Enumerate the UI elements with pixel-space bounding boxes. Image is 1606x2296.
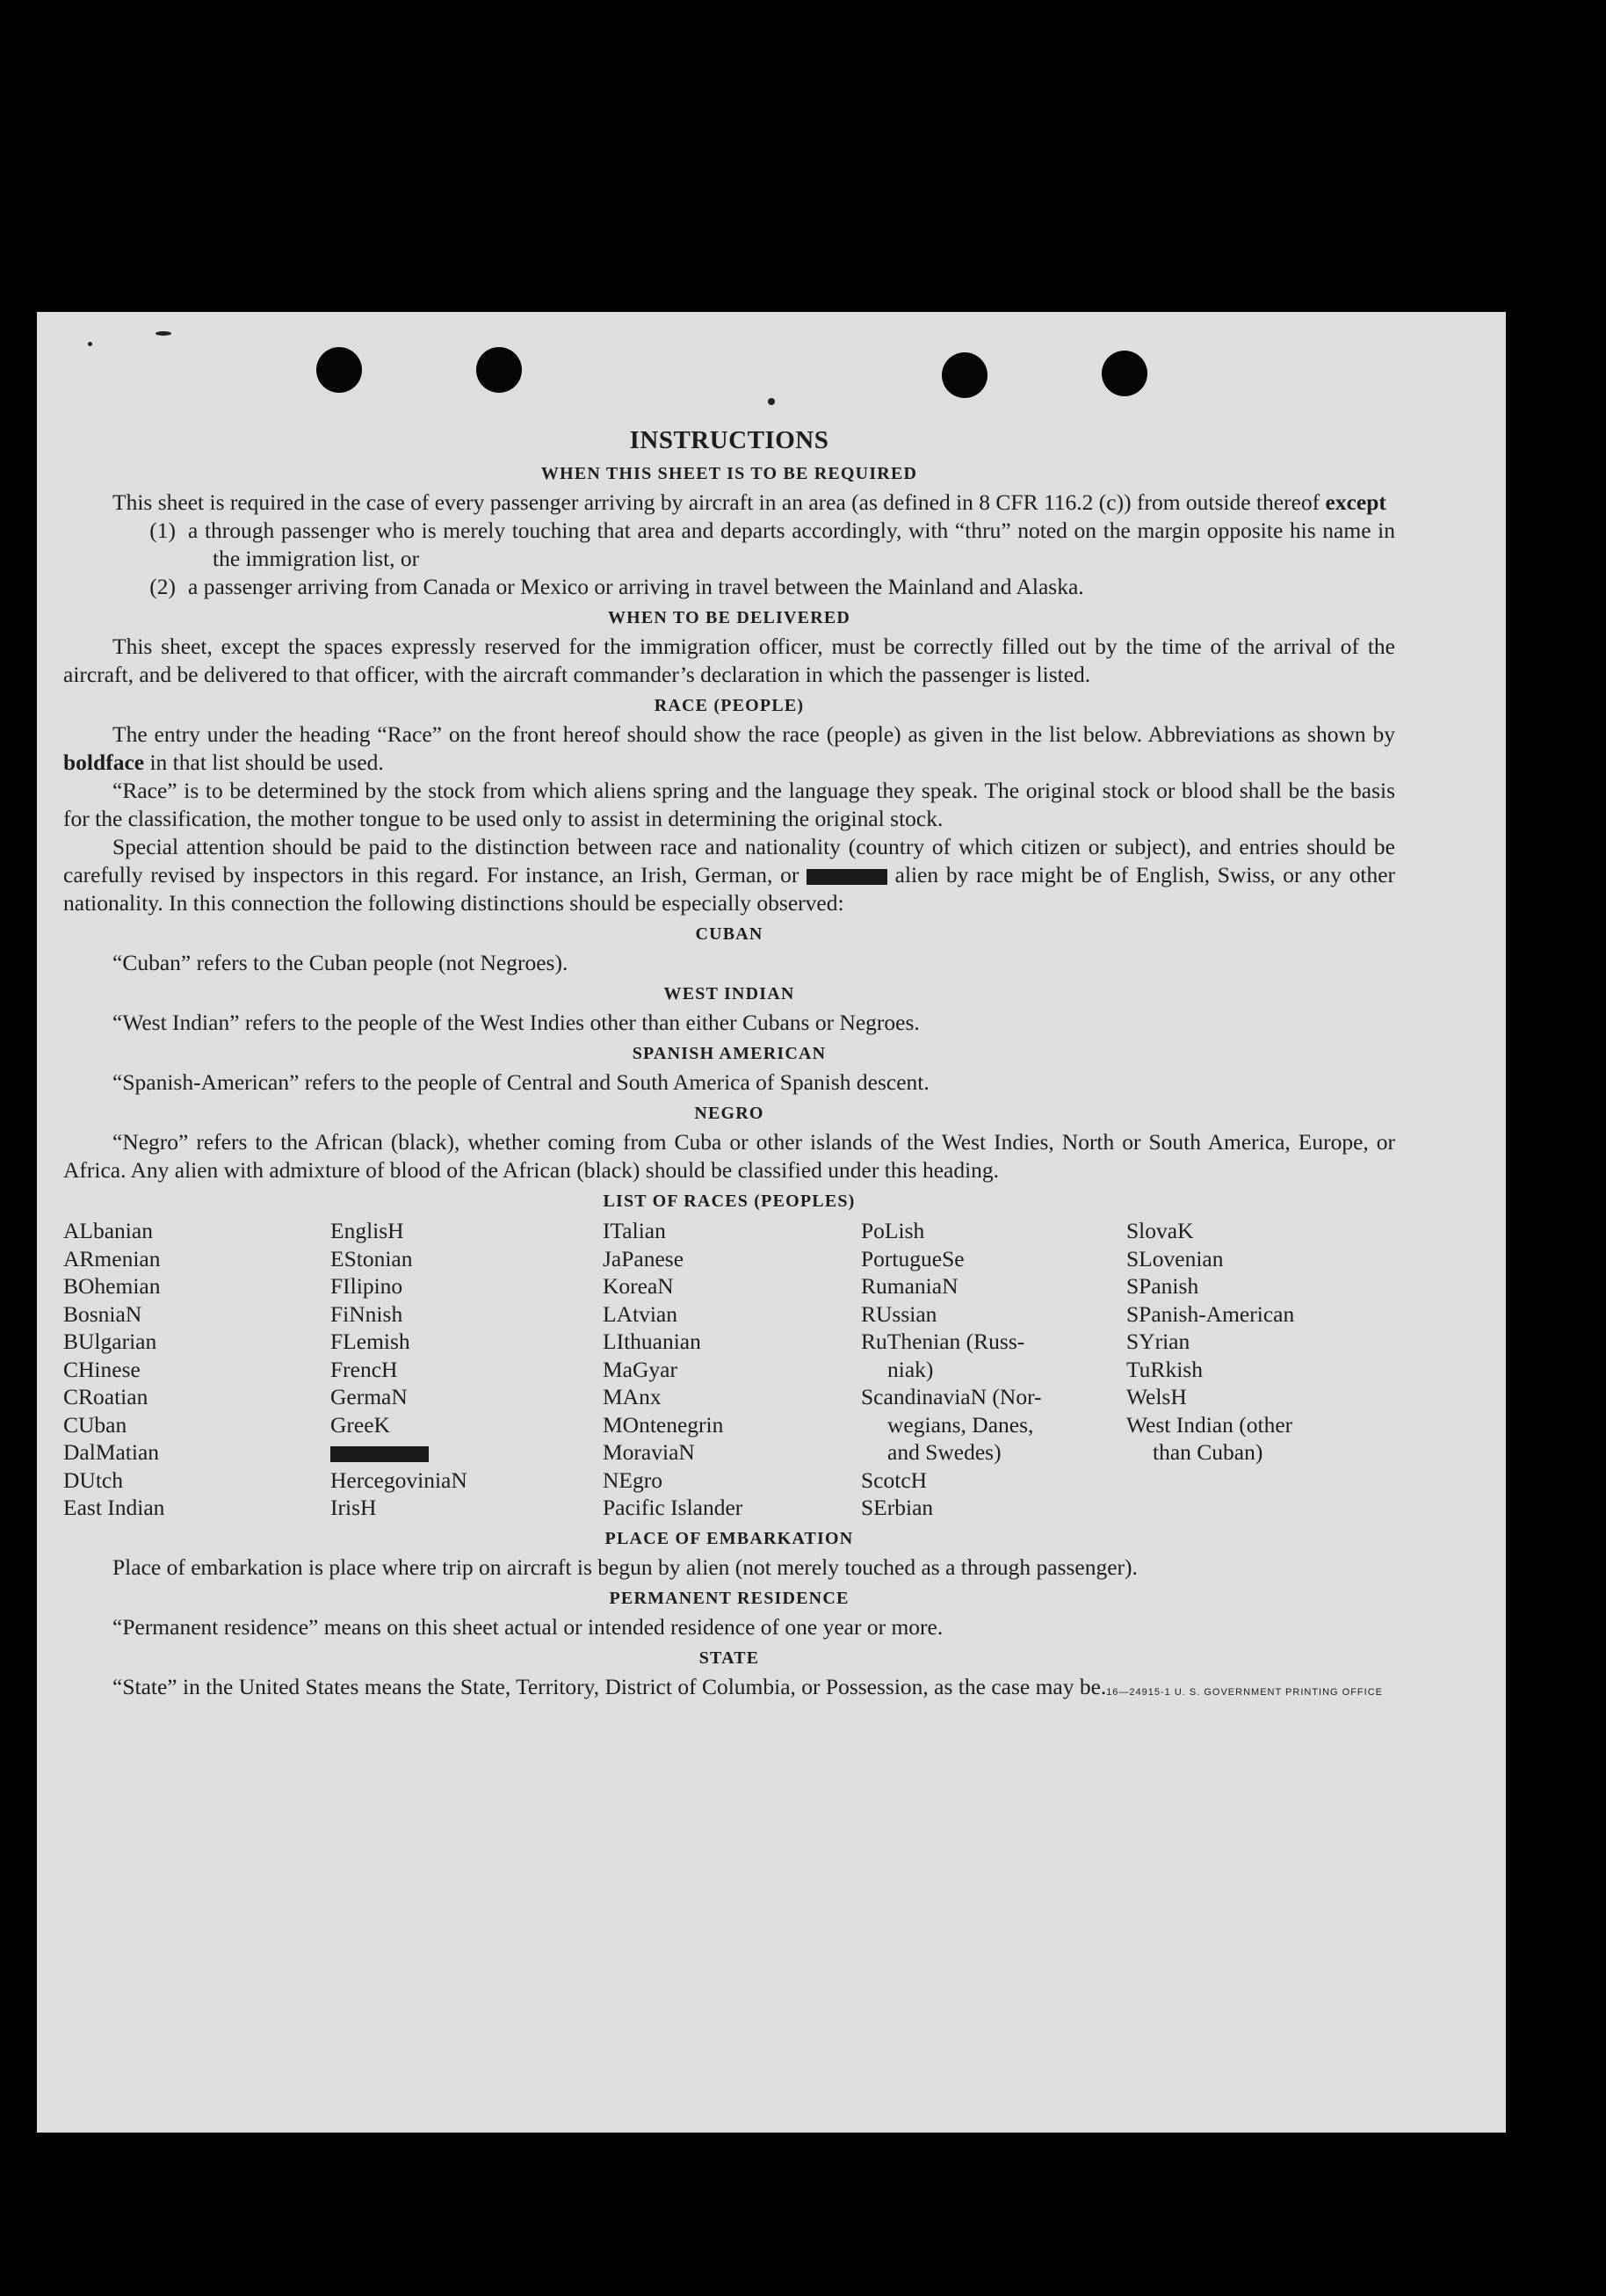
race-column — [603, 1217, 861, 1522]
race-entry: and Swedes) — [887, 1439, 1002, 1465]
race-entry: East Indian — [63, 1495, 165, 1520]
speck — [88, 342, 92, 346]
race-entry: RuThenian (Russ- — [861, 1329, 1025, 1354]
paragraph: “Cuban” refers to the Cuban people (not Negroes). — [112, 950, 568, 975]
race-entry: ScotcH — [861, 1467, 928, 1493]
race-entry: JaPanese — [603, 1245, 684, 1271]
paragraph: “Negro” refers to the African (black), whether coming from Cuba or other islands of the West Indies, North or South America, Europe, or Africa. Any alien with admixture of blood of the African (black) should be classified under this heading. — [63, 1129, 1395, 1183]
race-entry: BUlgarian — [63, 1329, 157, 1354]
section-heading: WHEN TO BE DELIVERED — [607, 608, 851, 627]
paragraph: “West Indian” refers to the people of the West Indies other than either Cubans or Negroes. — [112, 1010, 920, 1035]
race-entry: GreeK — [330, 1411, 390, 1438]
race-entry: SPanish — [1126, 1273, 1199, 1299]
punch-hole — [476, 347, 522, 393]
paragraph: This sheet, except the spaces expressly reserved for the immigration officer, must be correctly filled out by the time of the arrival of the aircraft, and be delivered to that officer, with the aircraft commander’s declaration in which the passenger is listed. — [63, 634, 1395, 687]
paragraph: “Spanish-American” refers to the people of Central and South America of Spanish descent. — [112, 1069, 930, 1095]
section-heading: WHEN THIS SHEET IS TO BE REQUIRED — [540, 464, 918, 483]
state-paragraph-row — [63, 1673, 1395, 1701]
race-entry: GermaN — [330, 1384, 408, 1409]
redaction-mark — [330, 1446, 429, 1462]
race-entry: WelsH — [1126, 1384, 1187, 1409]
race-entry: TuRkish — [1126, 1356, 1203, 1382]
punch-hole — [942, 352, 987, 398]
race-entry: ARmenian — [63, 1245, 161, 1271]
paragraph: This sheet is required in the case of every passenger arriving by aircraft in an area (as defined in 8 CFR 116.2 (c)) from outside thereof except — [112, 489, 1386, 515]
section-heading: PERMANENT RESIDENCE — [609, 1588, 850, 1608]
instructions-body — [63, 426, 1395, 1701]
race-entry: CHinese — [63, 1356, 141, 1382]
race-entry: DUtch — [63, 1467, 123, 1493]
race-entry: RumaniaN — [861, 1273, 959, 1299]
race-entry: EStonian — [330, 1245, 413, 1271]
document-sheet — [37, 312, 1506, 2133]
race-column — [63, 1217, 330, 1522]
punch-hole — [316, 347, 362, 393]
race-column — [861, 1217, 1126, 1522]
section-heading: PLACE OF EMBARKATION — [604, 1528, 854, 1548]
race-entry: CRoatian — [63, 1384, 148, 1409]
race-entry: FrencH — [330, 1356, 398, 1382]
race-entry: ALbanian — [63, 1218, 153, 1243]
print-code: 16—24915-1 U. S. GOVERNMENT PRINTING OFFICE — [1106, 1686, 1383, 1698]
race-entry: LAtvian — [603, 1300, 677, 1327]
race-entry: BosniaN — [63, 1300, 142, 1327]
race-entry-redacted — [330, 1438, 603, 1467]
race-entry: FIlipino — [330, 1273, 403, 1299]
page-title: INSTRUCTIONS — [629, 426, 829, 454]
section-heading: NEGRO — [694, 1104, 764, 1123]
race-entry: RUssian — [861, 1300, 937, 1327]
paragraph: Place of embarkation is place where trip on aircraft is begun by alien (not merely touched as a through passenger). — [112, 1554, 1138, 1580]
speck — [768, 398, 775, 405]
race-entry: ITalian — [603, 1218, 666, 1243]
race-entry: PoLish — [861, 1218, 925, 1243]
section-heading: SPANISH AMERICAN — [632, 1044, 827, 1063]
race-entry: West Indian (other — [1126, 1411, 1293, 1438]
race-entry: EnglisH — [330, 1218, 404, 1243]
race-entry: SYrian — [1126, 1329, 1190, 1354]
paragraph: Special attention should be paid to the distinction between race and nationality (country of which citizen or subject), and entries should be carefully revised by inspectors in this regard. For instance, an Irish, German, or alien by race might be of English, Swiss, or any other nationality. In this connection the following distinctions should be especially observed: — [63, 834, 1396, 916]
race-list — [63, 1217, 1395, 1522]
race-entry: SlovaK — [1126, 1218, 1194, 1243]
section-heading: LIST OF RACES (PEOPLES) — [603, 1191, 856, 1211]
section-heading: WEST INDIAN — [663, 984, 795, 1003]
race-entry: HercegoviniaN — [330, 1467, 467, 1493]
section-heading: STATE — [698, 1648, 760, 1668]
race-column — [1126, 1217, 1390, 1522]
race-entry: MaGyar — [603, 1356, 677, 1382]
race-entry: SPanish-American — [1126, 1300, 1295, 1327]
race-entry: wegians, Danes, — [887, 1411, 1034, 1438]
race-column — [330, 1217, 603, 1522]
race-entry: MoraviaN — [603, 1439, 695, 1465]
race-entry: Pacific Islander — [603, 1495, 743, 1520]
race-entry: than Cuban) — [1153, 1439, 1263, 1465]
race-entry: MAnx — [603, 1384, 662, 1409]
race-entry: MOntenegrin — [603, 1411, 724, 1438]
paragraph: “State” in the United States means the State, Territory, District of Columbia, or Possession, as the case may be. — [112, 1673, 1107, 1699]
race-entry: SLovenian — [1126, 1245, 1224, 1271]
paragraph: “Race” is to be determined by the stock from which aliens spring and the language they speak. The original stock or blood shall be the basis for the classification, the mother tongue to be used only to assist in determining the original stock. — [63, 778, 1395, 831]
section-heading: RACE (PEOPLE) — [654, 696, 805, 715]
paragraph: The entry under the heading “Race” on the front hereof should show the race (people) as given in the list below. Abbreviations as shown by boldface in that list should be used. — [63, 721, 1395, 775]
race-entry: niak) — [887, 1356, 934, 1382]
race-entry: DalMatian — [63, 1439, 160, 1465]
list-item: (2) a passenger arriving from Canada or Mexico or arriving in travel between the Mainland and Alaska. — [149, 574, 1084, 599]
race-entry: LIthuanian — [603, 1329, 701, 1354]
race-entry: CUban — [63, 1411, 127, 1438]
paragraph: “Permanent residence” means on this sheet actual or intended residence of one year or more. — [112, 1613, 944, 1640]
punch-hole — [1102, 351, 1147, 396]
race-entry: IrisH — [330, 1495, 377, 1520]
redaction-mark — [807, 869, 887, 885]
race-entry: NEgro — [603, 1467, 662, 1493]
section-heading: CUBAN — [695, 924, 763, 944]
list-item: (1) a through passenger who is merely touching that area and departs accordingly, with “thru” noted on the margin opposite his name in the immigration list, or — [149, 518, 1395, 571]
race-entry: FLemish — [330, 1329, 410, 1354]
race-entry: ScandinaviaN (Nor- — [861, 1384, 1042, 1409]
race-entry: BOhemian — [63, 1273, 161, 1299]
race-entry: PortugueSe — [861, 1245, 965, 1271]
race-entry: SErbian — [861, 1495, 934, 1520]
race-entry: KoreaN — [603, 1273, 674, 1299]
speck — [156, 331, 171, 336]
race-entry: FiNnish — [330, 1300, 403, 1327]
